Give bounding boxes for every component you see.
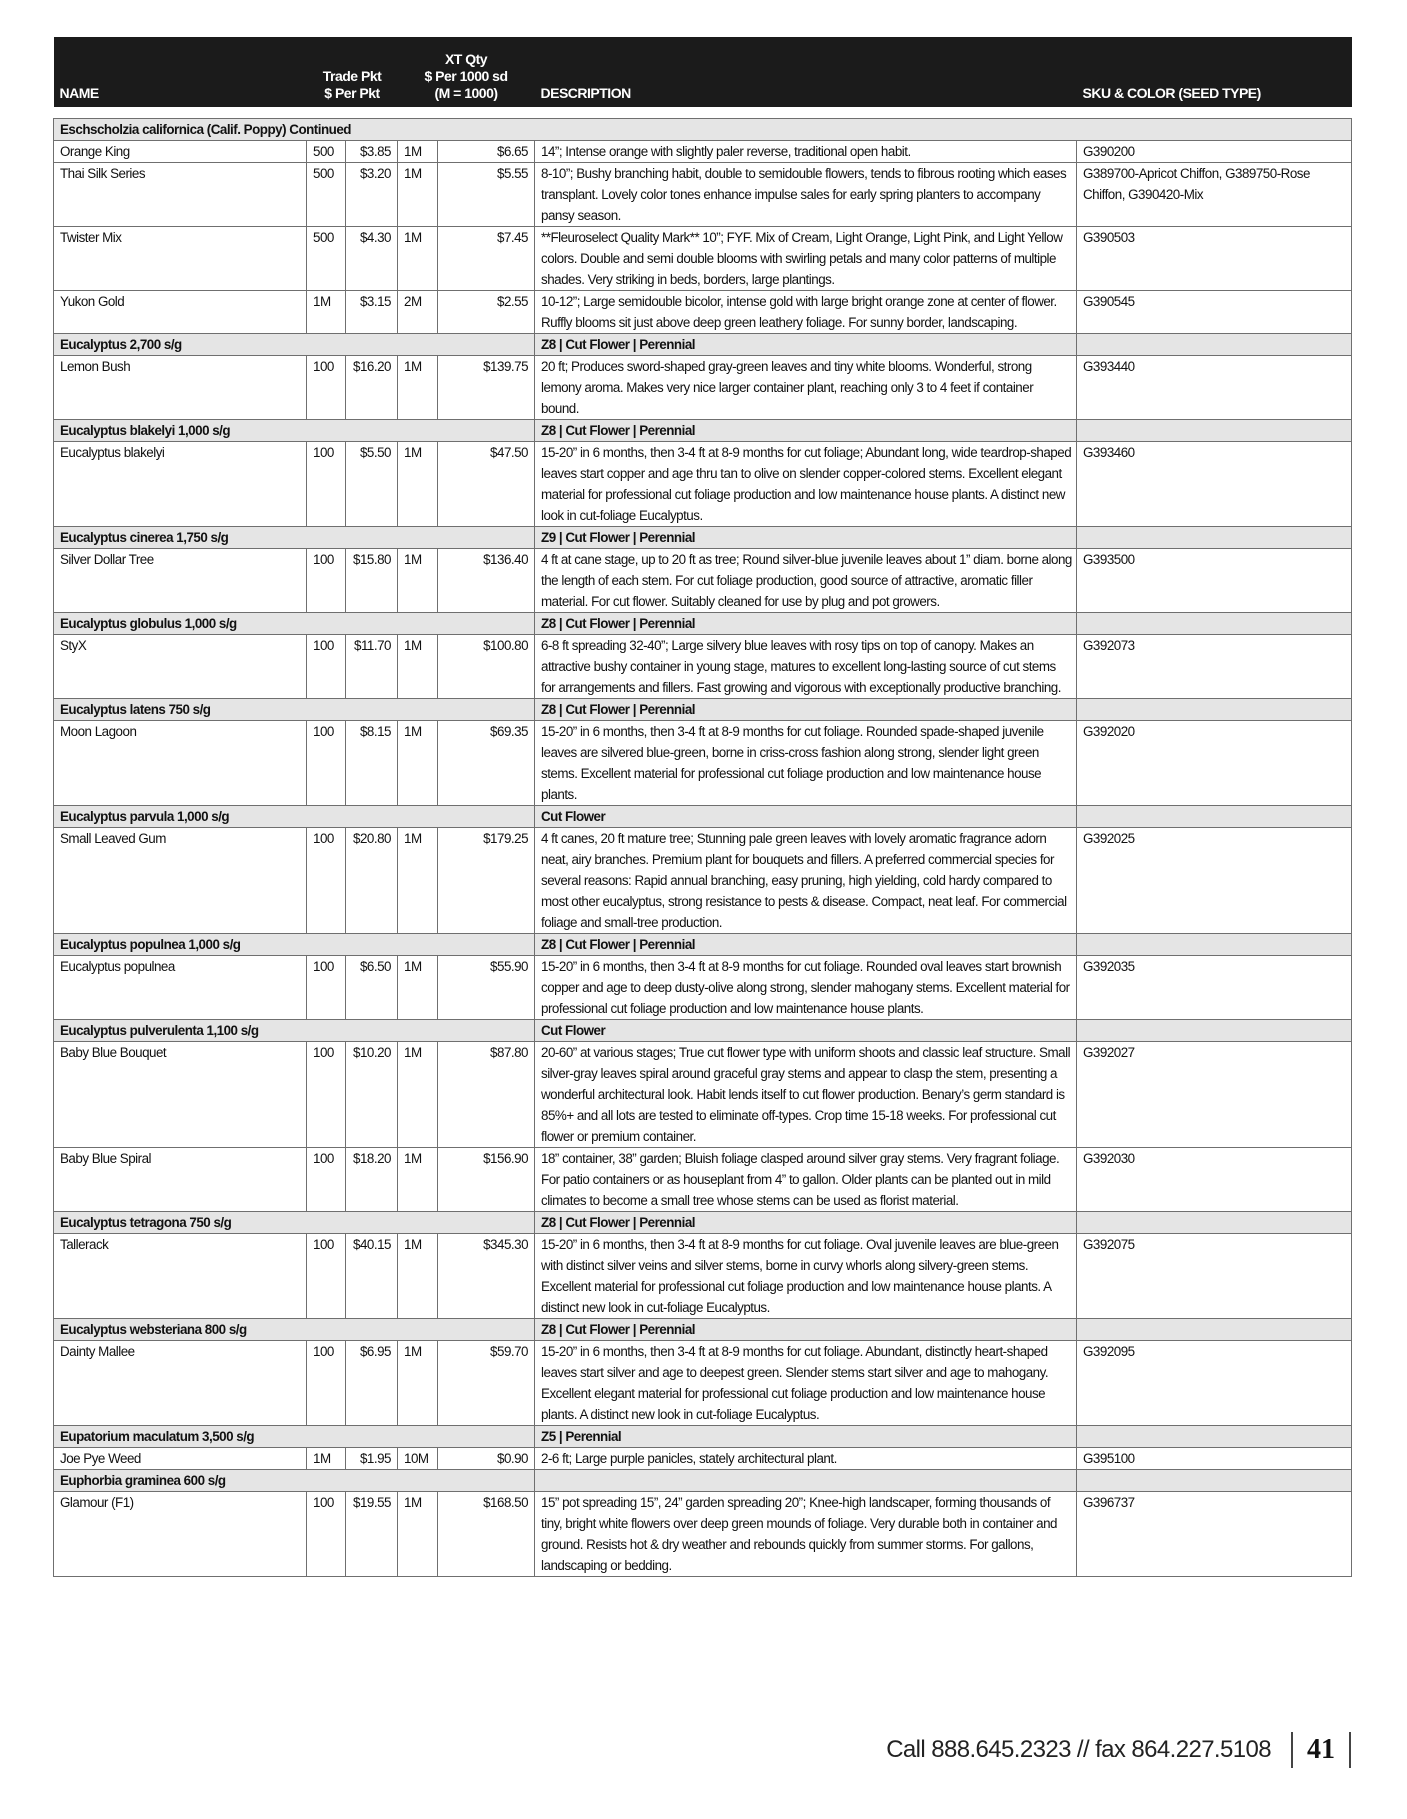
xt-price: $5.55: [438, 163, 535, 227]
xt-qty: 1M: [398, 141, 438, 163]
product-description: 18” container, 38” garden; Bluish foliage clasped around silver gray stems. Very fragrant foliage. For patio containers or as houseplant from 4” to gallon. Older plants can be planted out in mild climates to become a small tree whose stems can be used as florist material.: [535, 1148, 1077, 1212]
species-group-name: Eupatorium maculatum 3,500 s/g: [54, 1426, 535, 1448]
species-group-row: [54, 699, 1352, 721]
species-group-name: Eucalyptus parvula 1,000 s/g: [54, 806, 535, 828]
species-group-attributes: Z9 | Cut Flower | Perennial: [535, 527, 1077, 549]
product-sku: G390503: [1077, 227, 1352, 291]
species-group-sku-empty: [1077, 1426, 1352, 1448]
species-group-row: [54, 1426, 1352, 1448]
xt-price: $168.50: [438, 1492, 535, 1577]
product-description: 4 ft at cane stage, up to 20 ft as tree; Round silver-blue juvenile leaves about 1” diam. borne along the length of each stem. For cut foliage production, good source of attractive, aromatic filler material. For cut flower. Suitably cleaned for use by plug and pot growers.: [535, 549, 1077, 613]
product-row: [54, 356, 1352, 420]
product-name: Eucalyptus blakelyi: [54, 442, 307, 527]
header-sku-color: SKU & COLOR (SEED TYPE): [1077, 37, 1352, 107]
xt-price: $345.30: [438, 1234, 535, 1319]
header-trade-pkt: Trade Pkt $ Per Pkt: [307, 37, 398, 107]
trade-pkt-price: $5.50: [346, 442, 398, 527]
species-group-row: [54, 1020, 1352, 1042]
seed-catalog-table: [53, 37, 1352, 1577]
product-description: 14”; Intense orange with slightly paler reverse, traditional open habit.: [535, 141, 1077, 163]
product-sku: G392030: [1077, 1148, 1352, 1212]
species-group-name: Eucalyptus websteriana 800 s/g: [54, 1319, 535, 1341]
species-group-sku-empty: [1077, 420, 1352, 442]
header-spacer: [54, 107, 1352, 119]
species-group-row: [54, 1470, 1352, 1492]
xt-qty: 1M: [398, 1042, 438, 1148]
trade-pkt-qty: 100: [307, 721, 346, 806]
species-group-name: Eucalyptus latens 750 s/g: [54, 699, 535, 721]
product-description: 20 ft; Produces sword-shaped gray-green leaves and tiny white blooms. Wonderful, strong lemony aroma. Makes very nice larger container plant, reaching only 3 to 4 feet if container bound.: [535, 356, 1077, 420]
trade-pkt-qty: 100: [307, 956, 346, 1020]
product-sku: G393440: [1077, 356, 1352, 420]
species-group-row: [54, 334, 1352, 356]
product-sku: G392035: [1077, 956, 1352, 1020]
species-group-name: Eucalyptus 2,700 s/g: [54, 334, 535, 356]
product-sku: G392073: [1077, 635, 1352, 699]
species-group-name: Eschscholzia californica (Calif. Poppy) Continued: [54, 119, 1352, 141]
product-description: 15-20” in 6 months, then 3-4 ft at 8-9 months for cut foliage; Abundant long, wide teardrop-shaped leaves start copper and age thru tan to olive on slender copper-colored stems. Excellent elegant material for professional cut foliage production and low maintenance house plants. A distinct new look in cut-foliage Eucalyptus.: [535, 442, 1077, 527]
species-group-sku-empty: [1077, 613, 1352, 635]
trade-pkt-price: $4.30: [346, 227, 398, 291]
product-name: Eucalyptus populnea: [54, 956, 307, 1020]
trade-pkt-qty: 100: [307, 356, 346, 420]
trade-pkt-price: $10.20: [346, 1042, 398, 1148]
page-footer: [886, 1730, 1351, 1770]
species-group-sku-empty: [1077, 1319, 1352, 1341]
xt-qty: 1M: [398, 1234, 438, 1319]
trade-pkt-qty: 100: [307, 1042, 346, 1148]
trade-pkt-price: $3.85: [346, 141, 398, 163]
product-description: 8-10”; Bushy branching habit, double to semidouble flowers, tends to fibrous rooting which eases transplant. Lovely color tones enhance impulse sales for early spring planters to accompany pansy season.: [535, 163, 1077, 227]
species-group-name: Eucalyptus blakelyi 1,000 s/g: [54, 420, 535, 442]
trade-pkt-price: $6.95: [346, 1341, 398, 1426]
product-row: [54, 721, 1352, 806]
trade-pkt-qty: 100: [307, 828, 346, 934]
trade-pkt-qty: 1M: [307, 1448, 346, 1470]
species-group-attributes: Z8 | Cut Flower | Perennial: [535, 334, 1077, 356]
product-name: StyX: [54, 635, 307, 699]
product-description: 6-8 ft spreading 32-40”; Large silvery blue leaves with rosy tips on top of canopy. Makes an attractive bushy container in young stage, matures to excellent long-lasting source of cut stems for arrangements and fillers. Fast growing and vigorous with exceptionally productive branching.: [535, 635, 1077, 699]
product-row: [54, 227, 1352, 291]
product-description: 15-20” in 6 months, then 3-4 ft at 8-9 months for cut foliage. Abundant, distinctly heart-shaped leaves start silver and age to deepest green. Slender stems start silver and age to mahogany. Excellent elegant material for professional cut foliage production and low maintenance house plants. A distinct new look in cut-foliage Eucalyptus.: [535, 1341, 1077, 1426]
species-group-attributes: Z8 | Cut Flower | Perennial: [535, 613, 1077, 635]
species-group-sku-empty: [1077, 1470, 1352, 1492]
contact-info: Call 888.645.2323 // fax 864.227.5108: [886, 1736, 1271, 1763]
header-description: DESCRIPTION: [535, 37, 1077, 107]
trade-pkt-qty: 500: [307, 141, 346, 163]
product-description: 2-6 ft; Large purple panicles, stately architectural plant.: [535, 1448, 1077, 1470]
product-row: [54, 549, 1352, 613]
product-row: [54, 1148, 1352, 1212]
xt-qty: 1M: [398, 442, 438, 527]
product-name: Yukon Gold: [54, 291, 307, 334]
xt-qty: 1M: [398, 356, 438, 420]
product-sku: G390200: [1077, 141, 1352, 163]
product-name: Orange King: [54, 141, 307, 163]
product-name: Dainty Mallee: [54, 1341, 307, 1426]
xt-price: $6.65: [438, 141, 535, 163]
xt-qty: 1M: [398, 635, 438, 699]
xt-qty: 1M: [398, 721, 438, 806]
xt-qty: 1M: [398, 1492, 438, 1577]
xt-price: $55.90: [438, 956, 535, 1020]
product-name: Baby Blue Bouquet: [54, 1042, 307, 1148]
species-group-attributes: Z8 | Cut Flower | Perennial: [535, 420, 1077, 442]
species-group-row: [54, 934, 1352, 956]
xt-qty: 1M: [398, 1341, 438, 1426]
xt-price: $139.75: [438, 356, 535, 420]
product-sku: G393500: [1077, 549, 1352, 613]
xt-price: $179.25: [438, 828, 535, 934]
product-name: Baby Blue Spiral: [54, 1148, 307, 1212]
trade-pkt-price: $20.80: [346, 828, 398, 934]
footer-divider-right: [1349, 1732, 1351, 1768]
species-group-row: [54, 119, 1352, 141]
xt-qty: 1M: [398, 163, 438, 227]
trade-pkt-price: $16.20: [346, 356, 398, 420]
xt-price: $2.55: [438, 291, 535, 334]
product-sku: G395100: [1077, 1448, 1352, 1470]
trade-pkt-price: $19.55: [346, 1492, 398, 1577]
species-group-sku-empty: [1077, 934, 1352, 956]
product-description: 15-20” in 6 months, then 3-4 ft at 8-9 months for cut foliage. Rounded spade-shaped juvenile leaves are silvered blue-green, borne in criss-cross fashion along strong, slender light green stems. Excellent material for professional cut foliage production and low maintenance house plants.: [535, 721, 1077, 806]
species-group-name: Euphorbia graminea 600 s/g: [54, 1470, 535, 1492]
species-group-sku-empty: [1077, 806, 1352, 828]
table-header-row: [54, 37, 1352, 107]
product-name: Twister Mix: [54, 227, 307, 291]
product-row: [54, 635, 1352, 699]
trade-pkt-qty: 100: [307, 1148, 346, 1212]
xt-qty: 1M: [398, 956, 438, 1020]
header-xt-qty: XT Qty $ Per 1000 sd (M = 1000): [398, 37, 535, 107]
trade-pkt-price: $18.20: [346, 1148, 398, 1212]
xt-qty: 2M: [398, 291, 438, 334]
product-row: [54, 1234, 1352, 1319]
product-description: 10-12”; Large semidouble bicolor, intense gold with large bright orange zone at center of flower. Ruffly blooms sit just above deep green leathery foliage. For sunny border, landscaping.: [535, 291, 1077, 334]
product-row: [54, 1492, 1352, 1577]
trade-pkt-price: $1.95: [346, 1448, 398, 1470]
trade-pkt-qty: 100: [307, 1234, 346, 1319]
xt-price: $7.45: [438, 227, 535, 291]
product-description: 20-60” at various stages; True cut flower type with uniform shoots and classic leaf structure. Small silver-gray leaves spiral around graceful gray stems and appear to clasp the stem, presenting a wonderful architectural look. Habit lends itself to cut flower production. Benary’s germ standard is 85%+ and all lots are tested to eliminate off-types. Crop time 15-18 weeks. For professional cut flower or premium container.: [535, 1042, 1077, 1148]
product-sku: G392095: [1077, 1341, 1352, 1426]
xt-price: $87.80: [438, 1042, 535, 1148]
species-group-name: Eucalyptus tetragona 750 s/g: [54, 1212, 535, 1234]
species-group-sku-empty: [1077, 1020, 1352, 1042]
species-group-row: [54, 527, 1352, 549]
species-group-row: [54, 420, 1352, 442]
species-group-sku-empty: [1077, 527, 1352, 549]
xt-qty: 1M: [398, 549, 438, 613]
product-description: 15-20” in 6 months, then 3-4 ft at 8-9 months for cut foliage. Rounded oval leaves start brownish copper and age to deep dusty-olive along strong, slender mahogany stems. Excellent material for professional cut foliage production and low maintenance house plants.: [535, 956, 1077, 1020]
trade-pkt-price: $3.15: [346, 291, 398, 334]
product-description: 15” pot spreading 15”, 24” garden spreading 20”; Knee-high landscaper, forming thousands of tiny, bright white flowers over deep green mounds of foliage. Very durable both in container and ground. Resists hot & dry weather and rebounds quickly from summer storms. For gallons, landscaping or bedding.: [535, 1492, 1077, 1577]
catalog-body: [54, 107, 1352, 1577]
species-group-attributes: Cut Flower: [535, 1020, 1077, 1042]
trade-pkt-price: $11.70: [346, 635, 398, 699]
product-row: [54, 956, 1352, 1020]
product-name: Lemon Bush: [54, 356, 307, 420]
trade-pkt-qty: 500: [307, 227, 346, 291]
product-name: Thai Silk Series: [54, 163, 307, 227]
trade-pkt-price: $15.80: [346, 549, 398, 613]
product-row: [54, 1042, 1352, 1148]
trade-pkt-qty: 100: [307, 549, 346, 613]
species-group-sku-empty: [1077, 334, 1352, 356]
xt-qty: 1M: [398, 227, 438, 291]
page-number: 41: [1307, 1734, 1335, 1765]
trade-pkt-price: $3.20: [346, 163, 398, 227]
species-group-name: Eucalyptus cinerea 1,750 s/g: [54, 527, 535, 549]
species-group-name: Eucalyptus globulus 1,000 s/g: [54, 613, 535, 635]
product-sku: G393460: [1077, 442, 1352, 527]
species-group-attributes: Cut Flower: [535, 806, 1077, 828]
product-row: [54, 828, 1352, 934]
header-name: NAME: [54, 37, 307, 107]
species-group-attributes: Z5 | Perennial: [535, 1426, 1077, 1448]
product-sku: G389700-Apricot Chiffon, G389750-Rose Chiffon, G390420-Mix: [1077, 163, 1352, 227]
product-name: Joe Pye Weed: [54, 1448, 307, 1470]
species-group-row: [54, 1212, 1352, 1234]
trade-pkt-qty: 1M: [307, 291, 346, 334]
product-sku: G396737: [1077, 1492, 1352, 1577]
product-row: [54, 141, 1352, 163]
species-group-attributes: [535, 1470, 1077, 1492]
footer-divider: [1291, 1732, 1293, 1768]
species-group-row: [54, 806, 1352, 828]
product-row: [54, 1448, 1352, 1470]
trade-pkt-qty: 100: [307, 1341, 346, 1426]
xt-price: $0.90: [438, 1448, 535, 1470]
species-group-sku-empty: [1077, 1212, 1352, 1234]
species-group-attributes: Z8 | Cut Flower | Perennial: [535, 1212, 1077, 1234]
product-name: Small Leaved Gum: [54, 828, 307, 934]
product-description: 4 ft canes, 20 ft mature tree; Stunning pale green leaves with lovely aromatic fragrance adorn neat, airy branches. Premium plant for bouquets and fillers. A preferred commercial species for several reasons: Rapid annual branching, easy pruning, high yielding, cold hardy compared to most other eucalyptus, strong resistance to pests & disease. Compact, neat leaf. For commercial foliage and small-tree production.: [535, 828, 1077, 934]
xt-price: $59.70: [438, 1341, 535, 1426]
trade-pkt-price: $6.50: [346, 956, 398, 1020]
xt-price: $47.50: [438, 442, 535, 527]
product-row: [54, 442, 1352, 527]
trade-pkt-qty: 100: [307, 1492, 346, 1577]
product-name: Moon Lagoon: [54, 721, 307, 806]
product-sku: G392027: [1077, 1042, 1352, 1148]
species-group-name: Eucalyptus populnea 1,000 s/g: [54, 934, 535, 956]
xt-price: $136.40: [438, 549, 535, 613]
product-sku: G390545: [1077, 291, 1352, 334]
species-group-sku-empty: [1077, 699, 1352, 721]
species-group-name: Eucalyptus pulverulenta 1,100 s/g: [54, 1020, 535, 1042]
species-group-attributes: Z8 | Cut Flower | Perennial: [535, 699, 1077, 721]
trade-pkt-qty: 100: [307, 442, 346, 527]
product-name: Silver Dollar Tree: [54, 549, 307, 613]
product-description: 15-20” in 6 months, then 3-4 ft at 8-9 months for cut foliage. Oval juvenile leaves are blue-green with distinct silver veins and silver stems, borne in curvy whorls along silvery-green stems. Excellent material for professional cut foliage production and low maintenance house plants. A distinct new look in cut-foliage Eucalyptus.: [535, 1234, 1077, 1319]
trade-pkt-qty: 100: [307, 635, 346, 699]
product-row: [54, 163, 1352, 227]
product-row: [54, 291, 1352, 334]
trade-pkt-price: $8.15: [346, 721, 398, 806]
species-group-row: [54, 1319, 1352, 1341]
product-sku: G392020: [1077, 721, 1352, 806]
species-group-row: [54, 613, 1352, 635]
product-name: Glamour (F1): [54, 1492, 307, 1577]
xt-qty: 1M: [398, 828, 438, 934]
xt-price: $69.35: [438, 721, 535, 806]
xt-qty: 10M: [398, 1448, 438, 1470]
species-group-attributes: Z8 | Cut Flower | Perennial: [535, 934, 1077, 956]
xt-price: $100.80: [438, 635, 535, 699]
trade-pkt-price: $40.15: [346, 1234, 398, 1319]
product-description: **Fleuroselect Quality Mark** 10”; FYF. Mix of Cream, Light Orange, Light Pink, and Light Yellow colors. Double and semi double blooms with swirling petals and many color patterns of multiple shades. Very striking in beds, borders, large plantings.: [535, 227, 1077, 291]
product-sku: G392075: [1077, 1234, 1352, 1319]
product-sku: G392025: [1077, 828, 1352, 934]
product-name: Tallerack: [54, 1234, 307, 1319]
species-group-attributes: Z8 | Cut Flower | Perennial: [535, 1319, 1077, 1341]
xt-price: $156.90: [438, 1148, 535, 1212]
product-row: [54, 1341, 1352, 1426]
trade-pkt-qty: 500: [307, 163, 346, 227]
xt-qty: 1M: [398, 1148, 438, 1212]
